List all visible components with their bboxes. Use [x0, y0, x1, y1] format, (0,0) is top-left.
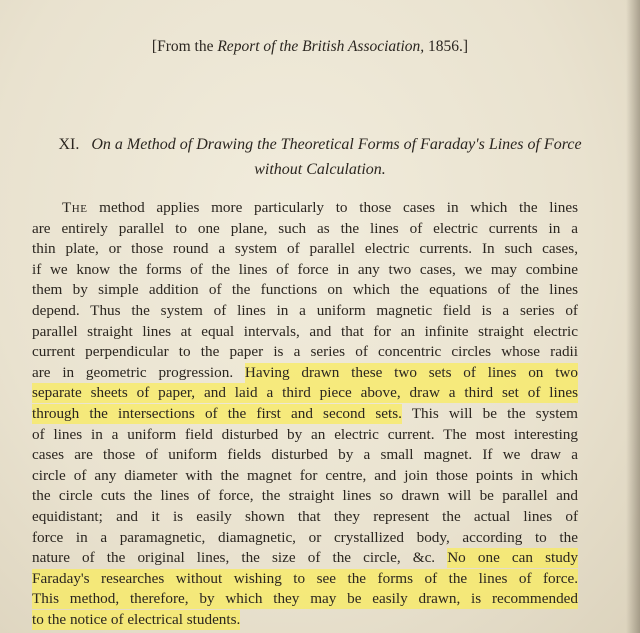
small-caps-word: The — [62, 199, 88, 216]
citation-year: 1856.] — [424, 38, 469, 55]
body-line — [32, 569, 578, 590]
body-text: current perpendicular to the paper is a series of concentric circles whose radii — [32, 343, 578, 361]
highlighted-text: to the notice of electrical students. — [32, 610, 241, 628]
body-text: them by simple addition of the functions on which the equations of the lines — [32, 281, 578, 299]
body-text: force in a paramagnetic, diamagnetic, or crystallized body, according to the — [32, 528, 578, 546]
body-text: depend. Thus the system of lines in a uniform magnetic field is a series of — [32, 301, 578, 319]
body-text: method applies more particularly to those cases in which the lines — [87, 199, 578, 216]
highlighted-text: separate sheets of paper, and laid a third piece above, draw a third set of lines — [32, 384, 578, 402]
paper-body — [32, 198, 578, 630]
body-line — [32, 280, 578, 301]
body-line — [32, 548, 578, 569]
body-text: are entirely parallel to one plane, such as the lines of electric currents in a — [32, 219, 578, 237]
heading-title: On a Method of Drawing the Theoretical Forms of Faraday's Lines of Force without Calculation. — [91, 136, 582, 178]
body-line — [32, 589, 578, 610]
body-line — [32, 363, 578, 384]
body-text: thin plate, or those round a system of parallel electric currents. In such cases, — [32, 240, 578, 258]
body-line — [32, 466, 578, 487]
body-line — [32, 322, 578, 343]
body-line — [32, 610, 578, 631]
body-line — [32, 404, 578, 425]
body-line — [32, 383, 578, 404]
body-line — [32, 486, 578, 507]
body-text: circle of any diameter with the magnet for centre, and join those points in which — [32, 466, 578, 484]
body-text: of lines in a uniform field disturbed by an electric current. The most interesting — [32, 425, 578, 443]
body-line — [32, 342, 578, 363]
body-line — [32, 301, 578, 322]
citation-source: Report of the British Association, — [217, 38, 425, 55]
body-line — [32, 425, 578, 446]
highlighted-text: No one can study — [447, 549, 578, 567]
body-text: if we know the forms of the lines of force in any two cases, we may combine — [32, 260, 578, 278]
highlighted-text: through the intersections of the first and second sets. — [32, 404, 402, 422]
body-line — [32, 239, 578, 260]
heading-number: XI. — [58, 136, 80, 153]
citation-prefix: [From the — [151, 38, 218, 55]
body-line — [32, 260, 578, 281]
body-text: the circle cuts the lines of force, the straight lines so drawn will be parallel and — [32, 487, 578, 505]
page-edge-shadow — [626, 0, 640, 633]
body-line — [32, 507, 578, 528]
body-text: equidistant; and it is easily shown that they represent the actual lines of — [32, 507, 578, 525]
body-text: cases are those of uniform fields disturbed by a small magnet. If we draw a — [32, 446, 578, 464]
body-line — [32, 219, 578, 240]
body-line — [32, 528, 578, 549]
body-text: are in geometric progression. — [32, 363, 245, 381]
body-line — [32, 445, 578, 466]
citation-line — [150, 38, 470, 56]
highlighted-text: Having drawn these two sets of lines on two — [244, 363, 578, 381]
body-line — [32, 198, 578, 219]
highlighted-text: This method, therefore, by which they may be easily drawn, is recommended — [32, 590, 578, 608]
body-text: nature of the original lines, the size of the circle, &c. — [32, 549, 448, 567]
body-text: This will be the system — [401, 404, 578, 422]
body-text: parallel straight lines at equal intervals, and that for an infinite straight electric — [32, 322, 578, 340]
paper-heading — [40, 132, 600, 182]
highlighted-text: Faraday's researches without wishing to see the forms of the lines of force. — [32, 569, 578, 587]
